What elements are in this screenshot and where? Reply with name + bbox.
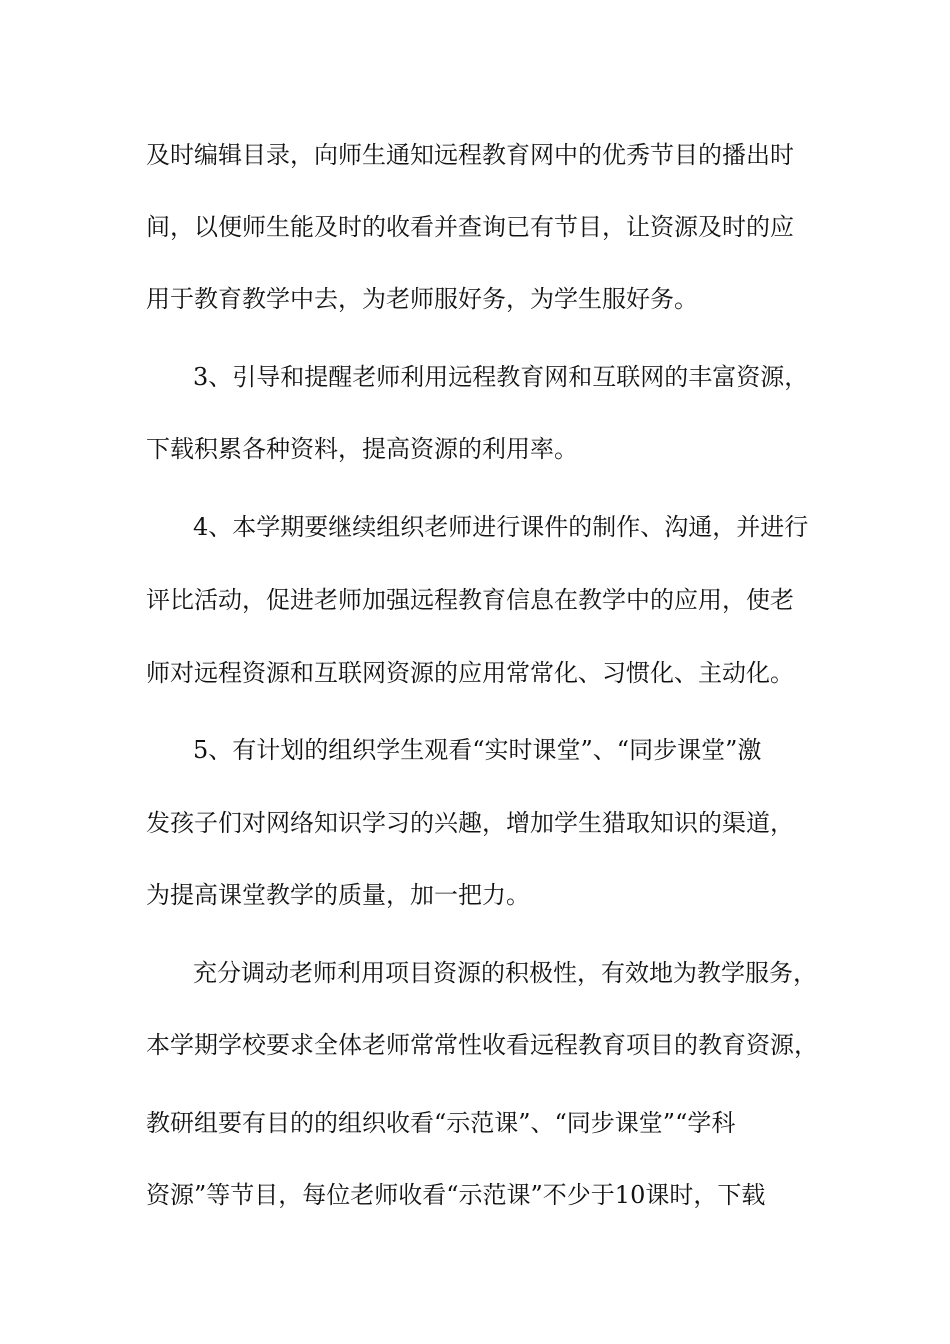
text-line: 本学期学校要求全体老师常常性收看远程教育项目的教育资源， [146,1031,818,1059]
text-line: 资源”等节目，每位老师收看“示范课”不少于10课时，下载 [146,1181,766,1209]
text-line: 5、有计划的组织学生观看“实时课堂”、“同步课堂”激 [193,736,762,764]
text-line: 为提高课堂教学的质量，加一把力。 [146,881,530,909]
text-line: 充分调动老师利用项目资源的积极性，有效地为教学服务， [193,959,817,987]
text-line: 3、引导和提醒老师利用远程教育网和互联网的丰富资源， [193,363,809,391]
text-line: 发孩子们对网络知识学习的兴趣，增加学生猎取知识的渠道， [146,809,794,837]
text-line: 评比活动，促进老师加强远程教育信息在教学中的应用，使老 [146,586,794,614]
text-line: 4、本学期要继续组织老师进行课件的制作、沟通，并进行 [193,513,809,541]
text-line: 下载积累各种资料，提高资源的利用率。 [146,435,578,463]
text-line: 教研组要有目的的组织收看“示范课”、“同步课堂”“学科 [146,1109,736,1137]
text-line: 用于教育教学中去，为老师服好务，为学生服好务。 [146,285,698,313]
text-line: 间，以便师生能及时的收看并查询已有节目，让资源及时的应 [146,213,794,241]
text-line: 及时编辑目录，向师生通知远程教育网中的优秀节目的播出时 [146,141,794,169]
text-line: 师对远程资源和互联网资源的应用常常化、习惯化、主动化。 [146,659,794,687]
